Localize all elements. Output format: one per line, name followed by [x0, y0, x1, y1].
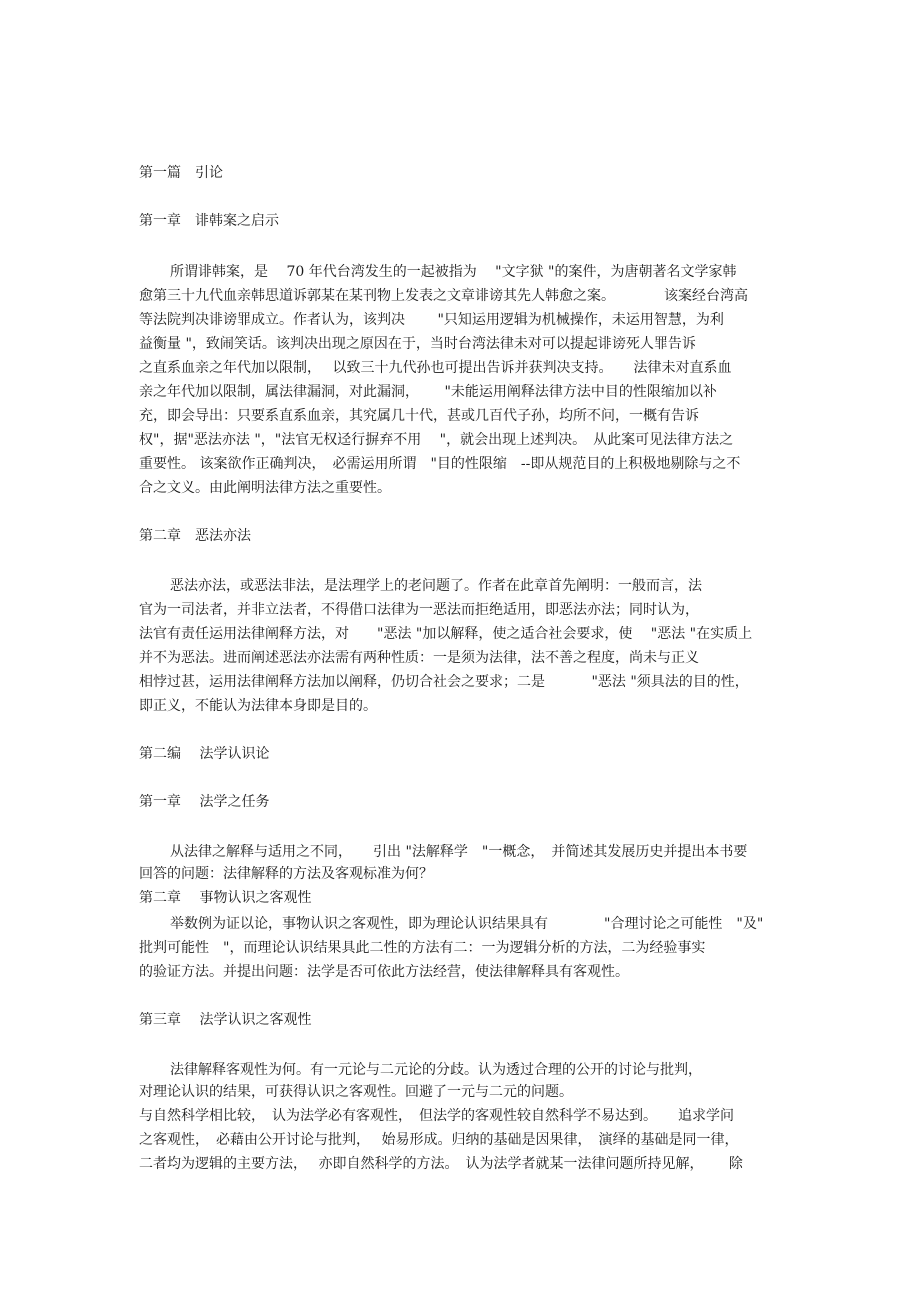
paragraph-line: 权"，据"恶法亦法 "，"法官无权迳行摒弃不用 "，就会出现上述判决。 从此案可见法律方法之: [139, 432, 734, 448]
paragraph-line: 从法律之解释与适用之不同， 引出 "法解释学 "一概念， 并简述其发展历史并提出本书要: [170, 844, 748, 860]
paragraph-line: 所谓诽韩案，是 70 年代台湾发生的一起被指为 "文字狱 "的案件，为唐朝著名文学家韩: [170, 264, 737, 280]
paragraph-line: 相悖过甚，运用法律阐释方法加以阐释，仍切合社会之要求；二是 "恶法 "须具法的目的性，: [139, 674, 749, 690]
paragraph-line: 并不为恶法。进而阐述恶法亦法需有两种性质：一是须为法律，法不善之程度，尚未与正义: [139, 650, 699, 666]
paragraph-line: 与自然科学相比较， 认为法学必有客观性， 但法学的客观性较自然科学不易达到。 追求学问: [139, 1108, 734, 1124]
paragraph-line: 官为一司法者，并非立法者，不得借口法律为一恶法而拒绝适用，即恶法亦法；同时认为，: [139, 602, 699, 618]
paragraph-line: 的验证方法。并提出问题：法学是否可依此方法经营，使法律解释具有客观性。: [139, 964, 629, 980]
paragraph-line: 法官有责任运用法律阐释方法，对 "恶法 "加以解释，使之适合社会要求，使 "恶法 "在实质上: [139, 626, 753, 642]
paragraph-line: 恶法亦法，或恶法非法，是法理学上的老问题了。作者在此章首先阐明：一般而言，法: [170, 578, 702, 594]
paragraph-line: 等法院判决诽谤罪成立。作者认为，该判决 "只知运用逻辑为机械操作，未运用智慧，为利: [139, 312, 724, 328]
chapter-heading: 第二章 恶法亦法: [139, 528, 251, 544]
paragraph-line: 愈第三十九代血亲韩思道诉郭某在某刊物上发表之文章诽谤其先人韩愈之案。 该案经台湾高: [139, 288, 748, 304]
paragraph-line: 亲之年代加以限制，属法律漏洞，对此漏洞， "未能运用阐释法律方法中目的性限缩加以补: [139, 384, 717, 400]
chapter-heading: 第一章 诽韩案之启示: [139, 213, 279, 229]
paragraph-line: 合之文义。由此阐明法律方法之重要性。: [139, 480, 391, 496]
chapter-heading: 第三章 法学认识之客观性: [139, 1012, 312, 1028]
paragraph-line: 举数例为证以论，事物认识之客观性，即为理论认识结果具有 "合理讨论之可能性 "及": [170, 916, 764, 932]
paragraph-line: 充，即会导出：只要系直系血亲，其究属几十代，甚或几百代子孙，均所不问，一概有告诉: [139, 408, 699, 424]
paragraph-line: 即正义，不能认为法律本身即是目的。: [139, 698, 377, 714]
paragraph-line: 法律解释客观性为何。有一元论与二元论的分歧。认为透过合理的公开的讨论与批判，: [170, 1062, 702, 1078]
paragraph-line: 对理论认识的结果，可获得认识之客观性。回避了一元与二元的问题。: [139, 1084, 573, 1100]
paragraph-line: 益衡量 "，致闹笑话。该判决出现之原因在于，当时台湾法律未对可以提起诽谤死人罪告诉: [139, 336, 696, 352]
paragraph-line: 之直系血亲之年代加以限制， 以致三十九代孙也可提出告诉并获判决支持。 法律未对直系血: [139, 360, 732, 376]
part-heading: 第二编 法学认识论: [139, 746, 270, 762]
paragraph-line: 批判可能性 "，而理论认识结果具此二性的方法有二：一为逻辑分析的方法，二为经验事实: [139, 940, 706, 956]
paragraph-line: 之客观性， 必藉由公开讨论与批判， 始易形成。归纳的基础是因果律， 演绎的基础是同一律，: [139, 1132, 739, 1148]
paragraph-line: 重要性。 该案欲作正确判决， 必需运用所谓 "目的性限缩 --即从规范目的上积极地剔除与之不: [139, 456, 741, 472]
chapter-heading: 第二章 事物认识之客观性: [139, 890, 312, 906]
part-heading: 第一篇 引论: [139, 165, 223, 181]
chapter-heading: 第一章 法学之任务: [139, 794, 270, 810]
paragraph-line: 二者均为逻辑的主要方法， 亦即自然科学的方法。 认为法学者就某一法律问题所持见解， 除: [139, 1156, 743, 1172]
paragraph-line: 回答的问题：法律解释的方法及客观标准为何？: [139, 866, 433, 882]
